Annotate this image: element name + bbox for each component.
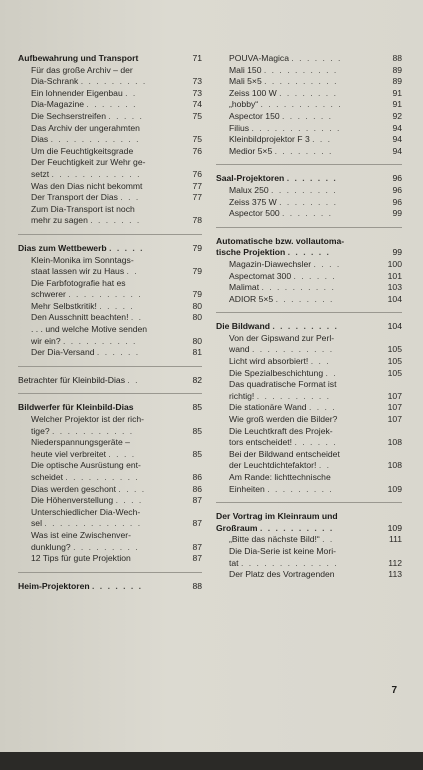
- toc-page-number: 91: [392, 87, 402, 98]
- toc-page-number: 88: [192, 580, 202, 591]
- toc-page-number: 80: [192, 335, 202, 346]
- toc-section-heading: [18, 402, 202, 414]
- toc-entry-title: Die Bildwand: [216, 321, 270, 332]
- leader-dots: . . . .: [313, 258, 341, 269]
- toc-entry: [216, 414, 402, 426]
- toc-page-number: 75: [192, 134, 202, 145]
- toc-section-heading: [18, 53, 202, 65]
- toc-entry: [216, 134, 402, 146]
- leader-dots: . . . . . . . .: [279, 196, 338, 207]
- toc-entry-title: tors entscheidet!: [229, 437, 293, 448]
- toc-section-heading: [18, 581, 202, 593]
- toc-page-number: 107: [387, 390, 402, 401]
- toc-entry: [216, 569, 402, 581]
- toc-page-number: 105: [387, 344, 402, 355]
- toc-page-number: 79: [192, 289, 202, 300]
- section-divider: [18, 393, 202, 394]
- toc-page-number: 82: [192, 374, 202, 385]
- toc-page-number: 74: [192, 99, 202, 110]
- toc-entry-title: Medior 5×5: [229, 145, 273, 156]
- toc-page-number: 96: [392, 184, 402, 195]
- section-divider: [18, 234, 202, 235]
- leader-dots: . . . . . . . .: [274, 145, 333, 156]
- leader-dots: . . .: [120, 192, 140, 203]
- toc-section-heading: [216, 247, 402, 259]
- toc-page-number: 104: [387, 293, 402, 304]
- toc-entry-title: Der Platz des Vortragenden: [229, 569, 335, 580]
- toc-entry-title: Den Ausschnitt beachten!: [31, 312, 129, 323]
- leader-dots: . . .: [312, 134, 332, 145]
- toc-entry-title: Von der Gipswand zur Perl-: [229, 332, 335, 343]
- toc-entry-title: Die Sechserstreifen: [31, 110, 106, 121]
- toc-page-number: 85: [192, 448, 202, 459]
- leader-dots: . . . . . . . .: [279, 87, 338, 98]
- toc-entry: [18, 123, 202, 135]
- toc-entry-title: Das Archiv der ungerahmten: [31, 122, 140, 133]
- toc-entry-title: scheidet: [31, 472, 64, 482]
- toc-entry-title: Großraum: [216, 522, 258, 533]
- toc-page-number: 108: [387, 437, 402, 448]
- leader-dots: . . . . . . . . .: [267, 483, 334, 494]
- toc-entry: [216, 379, 402, 391]
- toc-entry: [216, 76, 402, 88]
- toc-entry: [216, 271, 402, 283]
- toc-entry-title: Wie groß werden die Bilder?: [229, 414, 338, 425]
- toc-entry: [18, 266, 202, 278]
- toc-entry-title: Licht wird absorbiert!: [229, 356, 309, 367]
- toc-page-number: 77: [192, 180, 202, 191]
- toc-page-number: 109: [387, 522, 402, 533]
- leader-dots: . . . . . . . . . .: [263, 64, 338, 75]
- toc-entry-title: sel: [31, 518, 42, 529]
- toc-entry-title: Der Transport der Dias: [31, 192, 118, 203]
- toc-entry: [18, 460, 202, 472]
- toc-section-heading: [18, 243, 202, 255]
- toc-page-number: 107: [387, 402, 402, 413]
- toc-page-number: 111: [388, 534, 402, 545]
- section-divider: [216, 164, 402, 165]
- toc-entry: [216, 99, 402, 111]
- toc-entry: [216, 437, 402, 449]
- toc-page-number: 96: [392, 196, 402, 207]
- leader-dots: . .: [126, 266, 139, 277]
- toc-page-number: 96: [392, 173, 402, 184]
- toc-entry: [18, 553, 202, 565]
- toc-page-number: 73: [192, 76, 202, 87]
- toc-entry-title: Heim-Projektoren: [18, 580, 90, 591]
- toc-entry: [18, 192, 202, 204]
- toc-entry-title: Was den Dias nicht bekommt: [31, 180, 143, 191]
- toc-entry-title: Am Rande: lichttechnische: [229, 472, 331, 482]
- toc-entry-title: Die Dia-Serie ist keine Mori-: [229, 545, 336, 556]
- leader-dots: . .: [325, 367, 338, 378]
- toc-page-number: 105: [387, 356, 402, 367]
- toc-entry: [216, 294, 402, 306]
- toc-section-heading: [216, 236, 402, 248]
- toc-entry: [18, 255, 202, 267]
- toc-entry: [18, 542, 202, 554]
- toc-entry: [18, 426, 202, 438]
- leader-dots: . .: [125, 87, 137, 98]
- toc-entry: [216, 111, 402, 123]
- toc-entry-title: Zum Dia-Transport ist noch: [31, 203, 135, 214]
- toc-entry: [216, 88, 402, 100]
- leader-dots: . . . . . . .: [92, 580, 143, 591]
- section-divider: [216, 312, 402, 313]
- toc-entry: [216, 344, 402, 356]
- toc-page-number: 113: [388, 569, 402, 580]
- leader-dots: . . . . .: [99, 300, 135, 311]
- toc-entry-title: tische Projektion: [216, 247, 286, 258]
- toc-page-number: 79: [192, 242, 202, 253]
- toc-page-number: 91: [392, 99, 402, 110]
- leader-dots: . . . . . . . . .: [80, 76, 147, 87]
- toc-entry-title: Dias zum Wettbewerb: [18, 242, 107, 253]
- toc-entry-title: Die optische Ausrüstung ent-: [31, 460, 141, 471]
- toc-page-number: 85: [192, 425, 202, 436]
- leader-dots: . . . . . . .: [282, 110, 333, 121]
- leader-dots: . . . .: [308, 402, 337, 413]
- toc-entry-title: Einheiten: [229, 483, 265, 494]
- toc-entry: [18, 530, 202, 542]
- toc-entry-title: ADIOR 5×5: [229, 293, 274, 304]
- toc-entry: [18, 169, 202, 181]
- leader-dots: . .: [127, 374, 140, 385]
- toc-entry: [216, 185, 402, 197]
- toc-page-number: 77: [192, 192, 202, 203]
- toc-page-number: 71: [192, 53, 202, 63]
- toc-entry: [18, 88, 202, 100]
- leader-dots: . . . . . . . . .: [73, 541, 140, 552]
- toc-entry: [18, 472, 202, 484]
- leader-dots: . . . . . .: [287, 247, 331, 258]
- toc-entry: [18, 204, 202, 216]
- leader-dots: . . . . . . . . . . .: [52, 425, 134, 436]
- leader-dots: . . . . . . . . . . .: [251, 344, 334, 355]
- toc-entry: [216, 558, 402, 570]
- toc-entry-title: mehr zu sagen: [31, 215, 88, 226]
- toc-entry-title: „Bitte das nächste Bild!“: [229, 534, 320, 545]
- toc-page-number: 86: [192, 472, 202, 482]
- toc-page-number: 73: [192, 87, 202, 98]
- toc-entry-title: . . . und welche Motive senden: [31, 324, 148, 335]
- leader-dots: . . . .: [115, 495, 143, 506]
- toc-entry: [18, 99, 202, 111]
- leader-dots: . . . . . .: [294, 437, 338, 448]
- toc-entry: [18, 414, 202, 426]
- toc-entry-title: tige?: [31, 425, 50, 436]
- toc-entry-title: Das quadratische Format ist: [229, 379, 337, 390]
- toc-entry: [18, 507, 202, 519]
- toc-page-number: 112: [388, 557, 402, 568]
- leader-dots: . . . . . . .: [282, 208, 333, 219]
- toc-page-number: 94: [392, 134, 402, 145]
- toc-entry-title: Dias werden geschont: [31, 483, 117, 494]
- toc-page-number: 85: [192, 402, 202, 413]
- leader-dots: . . . . . . . . . . . .: [251, 122, 341, 133]
- toc-entry-title: wand: [229, 344, 250, 355]
- toc-entry: [216, 534, 402, 546]
- toc-entry: [216, 391, 402, 403]
- section-divider: [18, 366, 202, 367]
- toc-entry-title: wir ein?: [31, 335, 61, 346]
- toc-entry: [18, 347, 202, 359]
- toc-entry: [18, 324, 202, 336]
- toc-page-number: 101: [387, 270, 402, 281]
- leader-dots: . . . . . . . . . .: [256, 390, 331, 401]
- toc-entry: [216, 146, 402, 158]
- toc-entry-title: Um die Feuchtigkeitsgrade: [31, 145, 134, 156]
- toc-entry-title: Aspector 150: [229, 110, 280, 121]
- toc-section-heading: [216, 523, 402, 535]
- toc-entry: [18, 495, 202, 507]
- toc-page-number: 87: [192, 518, 202, 529]
- toc-entry-title: Mali 150: [229, 64, 262, 75]
- toc-page-number: 107: [387, 414, 402, 425]
- toc-page-number: 87: [192, 541, 202, 552]
- toc-entry-title: Was ist eine Zwischenver-: [31, 529, 131, 540]
- leader-dots: . . . . . . . . .: [271, 184, 338, 195]
- toc-entry-title: Magazin-Diawechsler: [229, 258, 312, 269]
- toc-entry: [18, 289, 202, 301]
- toc-section-heading: [216, 511, 402, 523]
- toc-page-number: 104: [387, 321, 402, 332]
- toc-entry: [216, 546, 402, 558]
- toc-page-number: 94: [392, 145, 402, 156]
- toc-entry: [216, 368, 402, 380]
- toc-page-number: 76: [192, 145, 202, 156]
- toc-page-number: 89: [392, 76, 402, 87]
- toc-entry-title: Der Vortrag im Kleinraum und: [216, 511, 338, 522]
- section-divider: [216, 502, 402, 503]
- toc-entry: [18, 437, 202, 449]
- toc-entry-title: setzt: [31, 168, 50, 179]
- leader-dots: . . . . . . . . . .: [68, 289, 143, 300]
- toc-entry: [18, 278, 202, 290]
- toc-right-column: [216, 53, 402, 581]
- toc-page-number: 75: [192, 110, 202, 121]
- toc-page-number: 108: [387, 460, 402, 471]
- leader-dots: . . . . . . . . . . . .: [50, 134, 141, 145]
- toc-left-column: [18, 53, 202, 592]
- toc-entry-title: Aspector 500: [229, 208, 280, 219]
- toc-entry: [216, 197, 402, 209]
- toc-entry-title: schwerer: [31, 289, 66, 300]
- toc-entry: [216, 484, 402, 496]
- toc-entry: [18, 518, 202, 530]
- toc-page-number: 88: [392, 53, 402, 63]
- toc-entry-title: Dia-Magazine: [31, 99, 85, 110]
- toc-entry-title: dunklung?: [31, 541, 71, 552]
- toc-entry: [216, 208, 402, 220]
- toc-entry-title: Bildwerfer für Kleinbild-Dias: [18, 402, 134, 413]
- section-divider: [18, 572, 202, 573]
- toc-entry-title: Niederspannungsgeräte –: [31, 437, 130, 448]
- toc-entry-title: Der Dia-Versand: [31, 347, 95, 358]
- toc-page-number: 76: [192, 168, 202, 179]
- leader-dots: . . . . .: [108, 110, 144, 121]
- toc-entry-title: richtig!: [229, 390, 255, 401]
- toc-entry: [18, 336, 202, 348]
- leader-dots: . . . . . . . . . .: [259, 522, 334, 533]
- toc-entry-title: tat: [229, 557, 239, 568]
- leader-dots: . . . . . . . . . .: [264, 76, 338, 87]
- toc-entry-title: heute viel verbreitet: [31, 448, 106, 459]
- toc-entry: [18, 484, 202, 496]
- toc-entry: [18, 181, 202, 193]
- toc-entry-title: Für das große Archiv – der: [31, 64, 133, 75]
- leader-dots: . . . . . . . . . . . . .: [44, 518, 142, 529]
- toc-entry: [216, 282, 402, 294]
- toc-entry-title: Malux 250: [229, 184, 269, 195]
- toc-entry-title: der Leuchtdichtefaktor!: [229, 460, 317, 471]
- leader-dots: . . . . . . . . . . .: [260, 99, 343, 110]
- toc-page-number: 79: [192, 266, 202, 277]
- toc-section-heading: [18, 375, 202, 387]
- toc-entry: [216, 259, 402, 271]
- toc-entry-title: Bei der Bildwand entscheidet: [229, 448, 340, 459]
- toc-entry: [216, 402, 402, 414]
- toc-entry-title: Klein-Monika im Sonntags-: [31, 254, 134, 265]
- toc-entry-title: Unterschiedlicher Dia-Wech-: [31, 506, 141, 517]
- toc-page-number: 99: [392, 208, 402, 219]
- toc-entry-title: „hobby“: [229, 99, 259, 110]
- toc-entry-title: Filius: [229, 122, 250, 133]
- toc-section-heading: [216, 321, 402, 333]
- toc-page-number: 103: [387, 282, 402, 293]
- leader-dots: . . . .: [118, 483, 146, 494]
- toc-entry: [216, 333, 402, 345]
- toc-entry-title: Kleinbildprojektor F 3: [229, 134, 310, 145]
- toc-entry-title: POUVA-Magica: [229, 53, 290, 63]
- toc-entry-title: Mehr Selbstkritik!: [31, 300, 97, 311]
- dark-background-strip: [0, 752, 423, 770]
- toc-page-number: 80: [192, 312, 202, 323]
- toc-entry-title: Die Farbfotografie hat es: [31, 277, 126, 288]
- toc-page-number: 100: [387, 258, 402, 269]
- toc-entry-title: Zeiss 375 W: [229, 196, 277, 207]
- leader-dots: . . . . . . . . . . . .: [51, 168, 141, 179]
- toc-entry-title: Welcher Projektor ist der rich-: [31, 414, 145, 425]
- toc-entry: [18, 157, 202, 169]
- section-divider: [216, 227, 402, 228]
- toc-page-number: 80: [192, 300, 202, 311]
- page-number: 7: [391, 685, 397, 696]
- leader-dots: . . .: [310, 356, 331, 367]
- toc-page-number: 99: [392, 247, 402, 258]
- toc-page-number: 86: [192, 483, 202, 494]
- toc-page-number: 87: [192, 495, 202, 506]
- toc-entry: [216, 460, 402, 472]
- toc-page-number: 89: [392, 64, 402, 75]
- toc-entry: [18, 76, 202, 88]
- leader-dots: . . . . . . .: [90, 215, 141, 226]
- toc-entry-title: 12 Tips für gute Projektion: [31, 553, 131, 564]
- leader-dots: . . . . . .: [96, 347, 140, 358]
- toc-entry-title: Automatische bzw. vollautoma-: [216, 235, 345, 246]
- toc-page-number: 105: [387, 367, 402, 378]
- toc-entry: [216, 449, 402, 461]
- leader-dots: . .: [318, 460, 331, 471]
- toc-page-number: 109: [387, 483, 402, 494]
- leader-dots: . . . . . .: [293, 270, 337, 281]
- leader-dots: . . . . . . . .: [275, 293, 334, 304]
- toc-page-number: 81: [192, 347, 202, 358]
- toc-entry-title: Betrachter für Kleinbild-Dias: [18, 374, 125, 385]
- toc-entry-title: Die Spezialbeschichtung: [229, 367, 324, 378]
- toc-entry: [18, 65, 202, 77]
- toc-entry: [18, 111, 202, 123]
- toc-section-heading: [216, 173, 402, 185]
- leader-dots: . . . . . . . . . .: [63, 335, 137, 346]
- toc-entry-title: Mali 5×5: [229, 76, 262, 87]
- leader-dots: . . . . . . . . . .: [65, 472, 140, 482]
- toc-entry: [216, 53, 402, 65]
- leader-dots: . . . . .: [109, 242, 145, 253]
- toc-entry: [18, 312, 202, 324]
- toc-entry: [18, 146, 202, 158]
- toc-entry-title: Malimat: [229, 282, 260, 293]
- toc-page-number: 92: [392, 110, 402, 121]
- toc-entry-title: Aspectomat 300: [229, 270, 292, 281]
- toc-entry-title: Aufbewahrung und Transport: [18, 53, 139, 63]
- toc-page-number: 94: [392, 122, 402, 133]
- toc-entry: [216, 356, 402, 368]
- toc-entry-title: Die Leuchtkraft des Projek-: [229, 425, 333, 436]
- leader-dots: . . . . . . . . . .: [261, 282, 336, 293]
- leader-dots: . . . . . . .: [286, 173, 338, 184]
- leader-dots: . .: [322, 534, 334, 545]
- toc-entry: [18, 449, 202, 461]
- toc-entry-title: Die stationäre Wand: [229, 402, 307, 413]
- toc-page-number: 87: [192, 553, 202, 564]
- toc-entry-title: Saal-Projektoren: [216, 173, 285, 184]
- toc-entry-title: Der Feuchtigkeit zur Wehr ge-: [31, 157, 146, 168]
- leader-dots: . .: [130, 312, 143, 323]
- toc-entry: [18, 215, 202, 227]
- leader-dots: . . . .: [108, 448, 136, 459]
- toc-page-number: 78: [192, 215, 202, 226]
- toc-entry: [18, 134, 202, 146]
- toc-entry-title: staat lassen wir zu Haus: [31, 266, 125, 277]
- toc-entry: [216, 65, 402, 77]
- toc-entry-title: Dia-Schrank: [31, 76, 79, 87]
- toc-entry: [216, 123, 402, 135]
- toc-entry-title: Zeiss 100 W: [229, 87, 277, 98]
- toc-entry: [18, 301, 202, 313]
- toc-entry-title: Die Höhenverstellung: [31, 495, 114, 506]
- leader-dots: . . . . . . . . . . . . .: [240, 557, 339, 568]
- toc-entry-title: Dias: [31, 134, 49, 145]
- toc-entry-title: Ein lohnender Eigenbau: [31, 87, 123, 98]
- toc-entry: [216, 426, 402, 438]
- toc-entry: [216, 472, 402, 484]
- leader-dots: . . . . . . .: [291, 53, 342, 63]
- leader-dots: . . . . . . . . .: [272, 321, 339, 332]
- leader-dots: . . . . . . .: [86, 99, 137, 110]
